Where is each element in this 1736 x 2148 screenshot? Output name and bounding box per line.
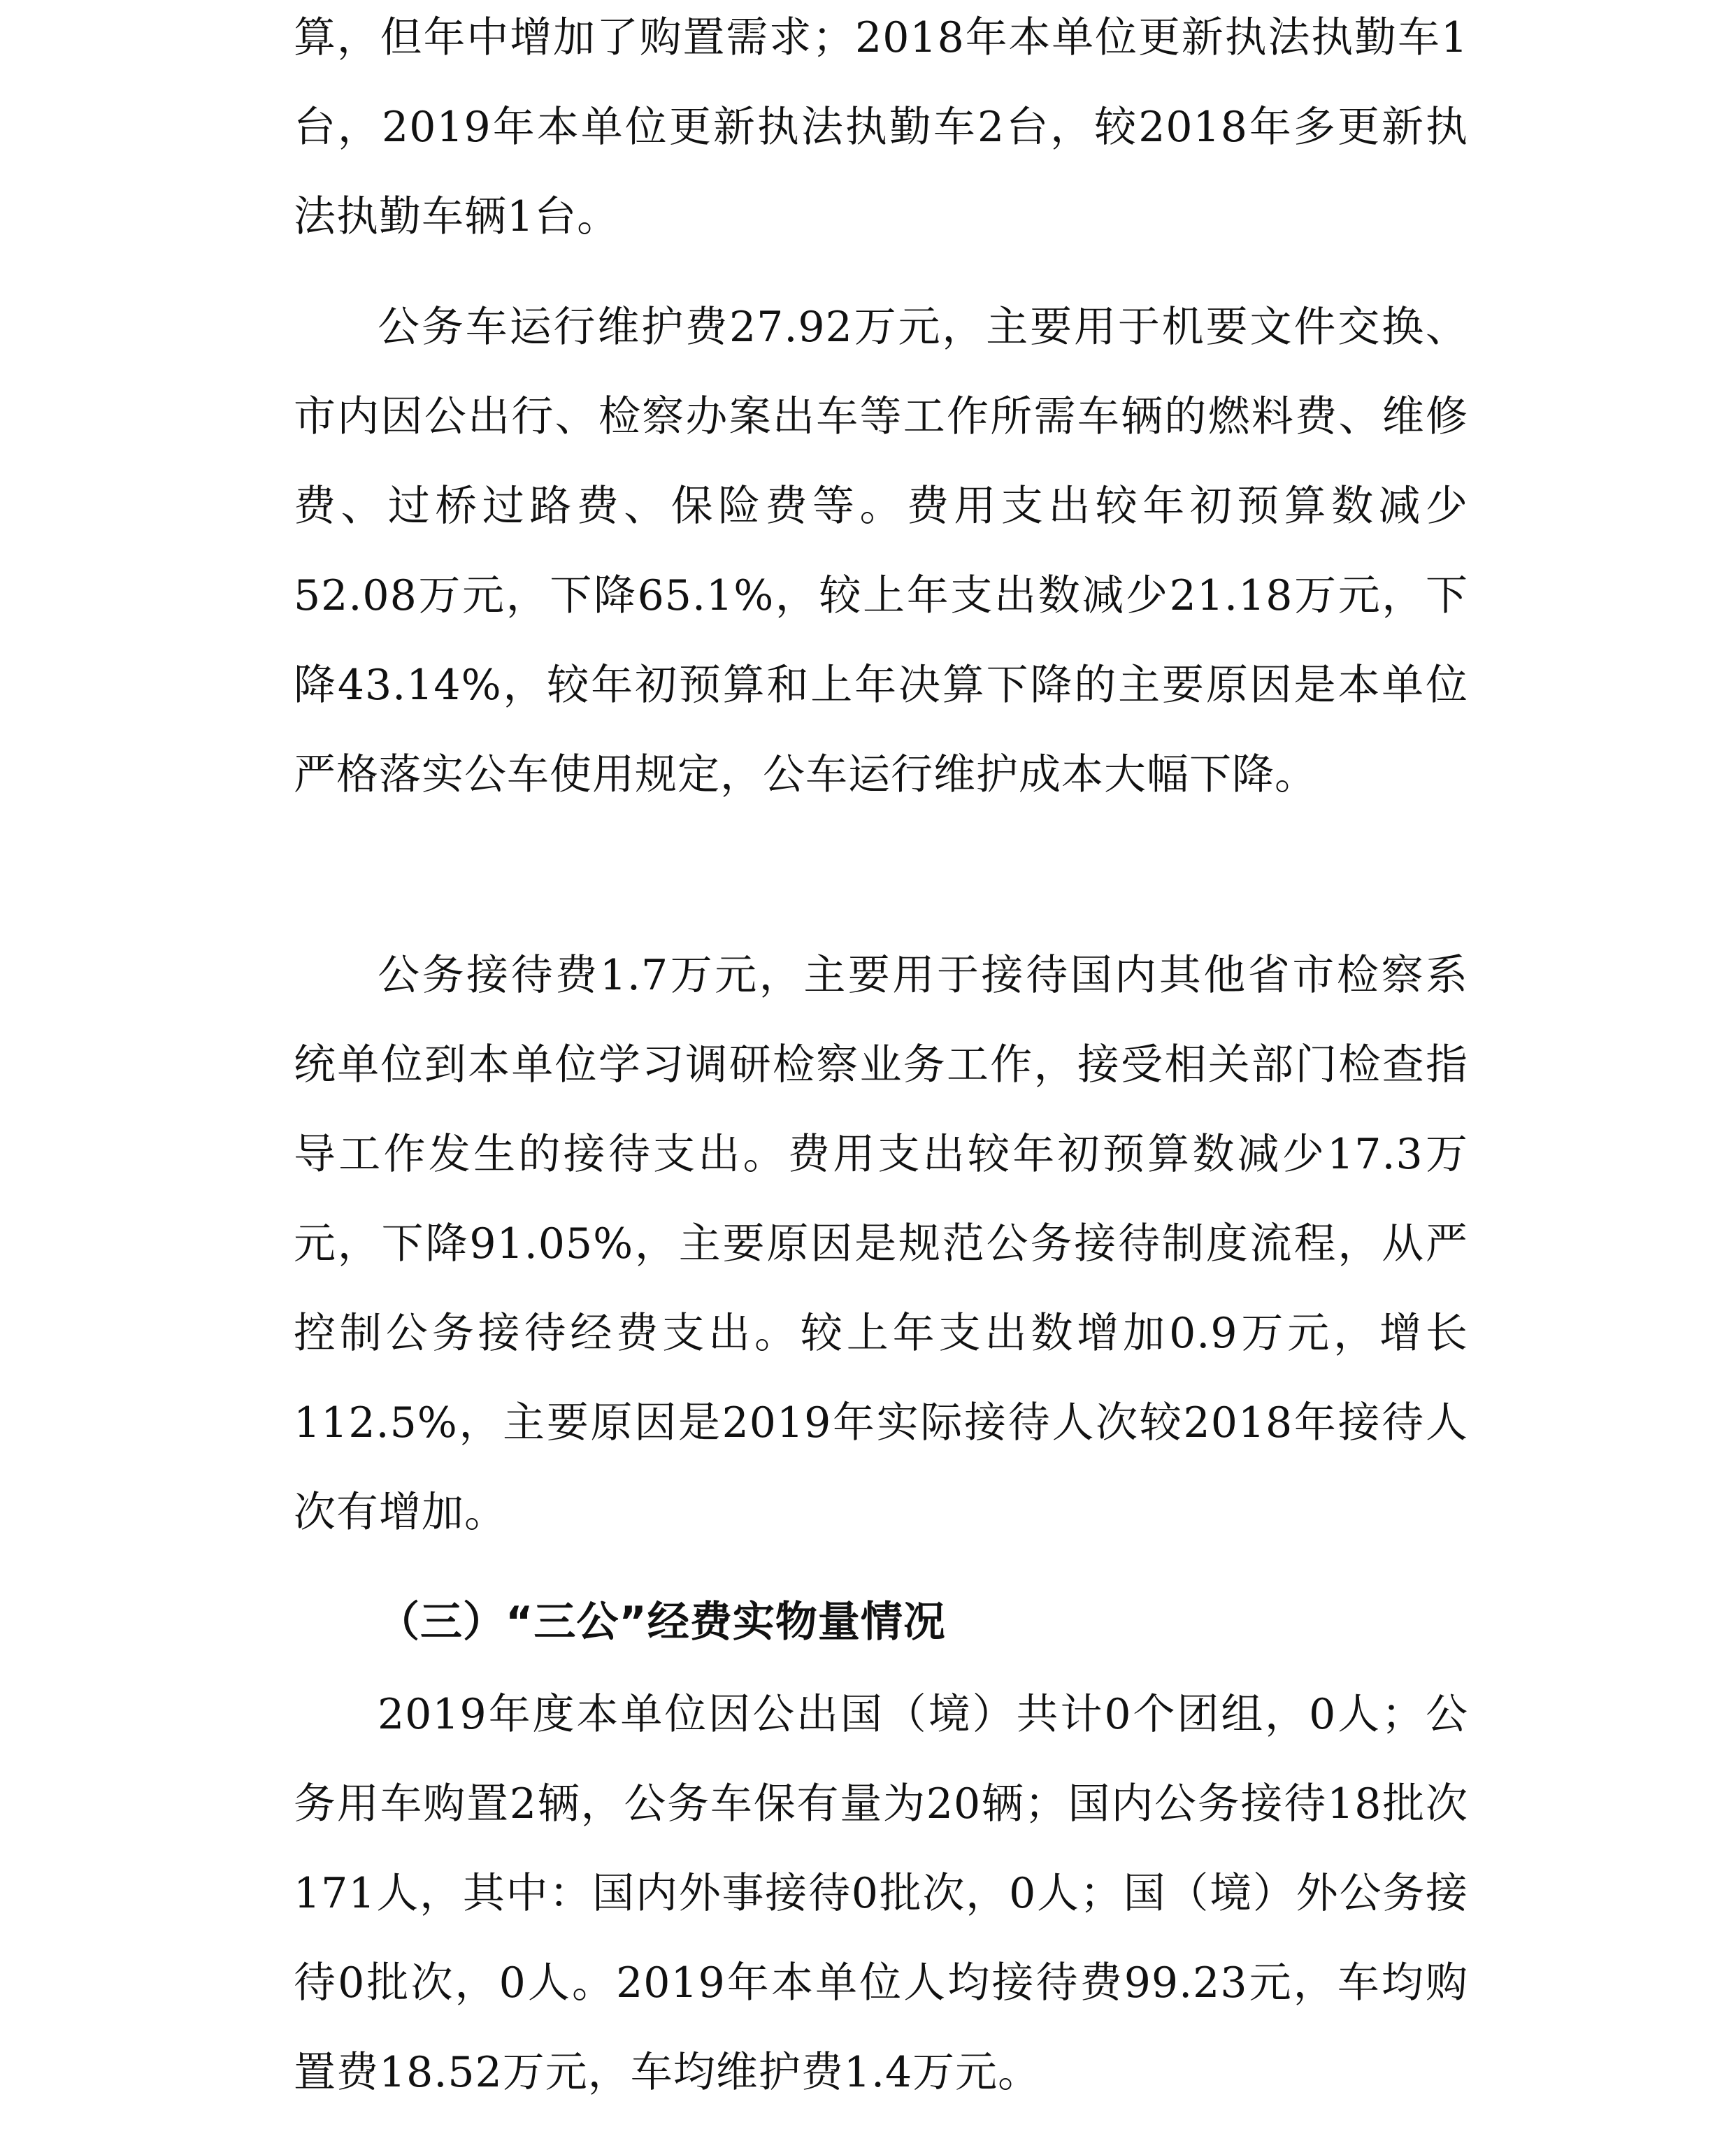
section-heading-physical-quantities: （三）“三公”经费实物量情况 [378,1598,946,1647]
paragraph-physical-quantities: 2019年度本单位因公出国（境）共计0个团组，0人；公务用车购置2辆，公务车保有量为20辆；国内公务接待18批次171人，其中：国内外事接待0批次，0人；国（境）外公务接待0批次，0人。2019年本单位人均接待费99.23元，车均购置费18.52万元，车均维护费1.4万元。 [294,1690,1468,2097]
document-page [294,0,1468,2148]
paragraph-vehicle-purchase-continued: 算，但年中增加了购置需求；2018年本单位更新执法执勤车1台，2019年本单位更新执法执勤车2台，较2018年多更新执法执勤车辆1台。 [294,13,1468,241]
paragraph-reception-expenses: 公务接待费1.7万元，主要用于接待国内其他省市检察系统单位到本单位学习调研检察业务工作，接受相关部门检查指导工作发生的接待支出。费用支出较年初预算数减少17.3万元，下降91.05%，主要原因是规范公务接待制度流程，从严控制公务接待经费支出。较上年支出数增加0.9万元，增长112.5%，主要原因是2019年实际接待人次较2018年接待人次有增加。 [294,951,1468,1537]
paragraph-vehicle-maintenance: 公务车运行维护费27.92万元，主要用于机要文件交换、市内因公出行、检察办案出车等工作所需车辆的燃料费、维修费、过桥过路费、保险费等。费用支出较年初预算数减少52.08万元，下降65.1%，较上年支出数减少21.18万元，下降43.14%，较年初预算和上年决算下降的主要原因是本单位严格落实公车使用规定，公车运行维护成本大幅下降。 [294,303,1468,799]
